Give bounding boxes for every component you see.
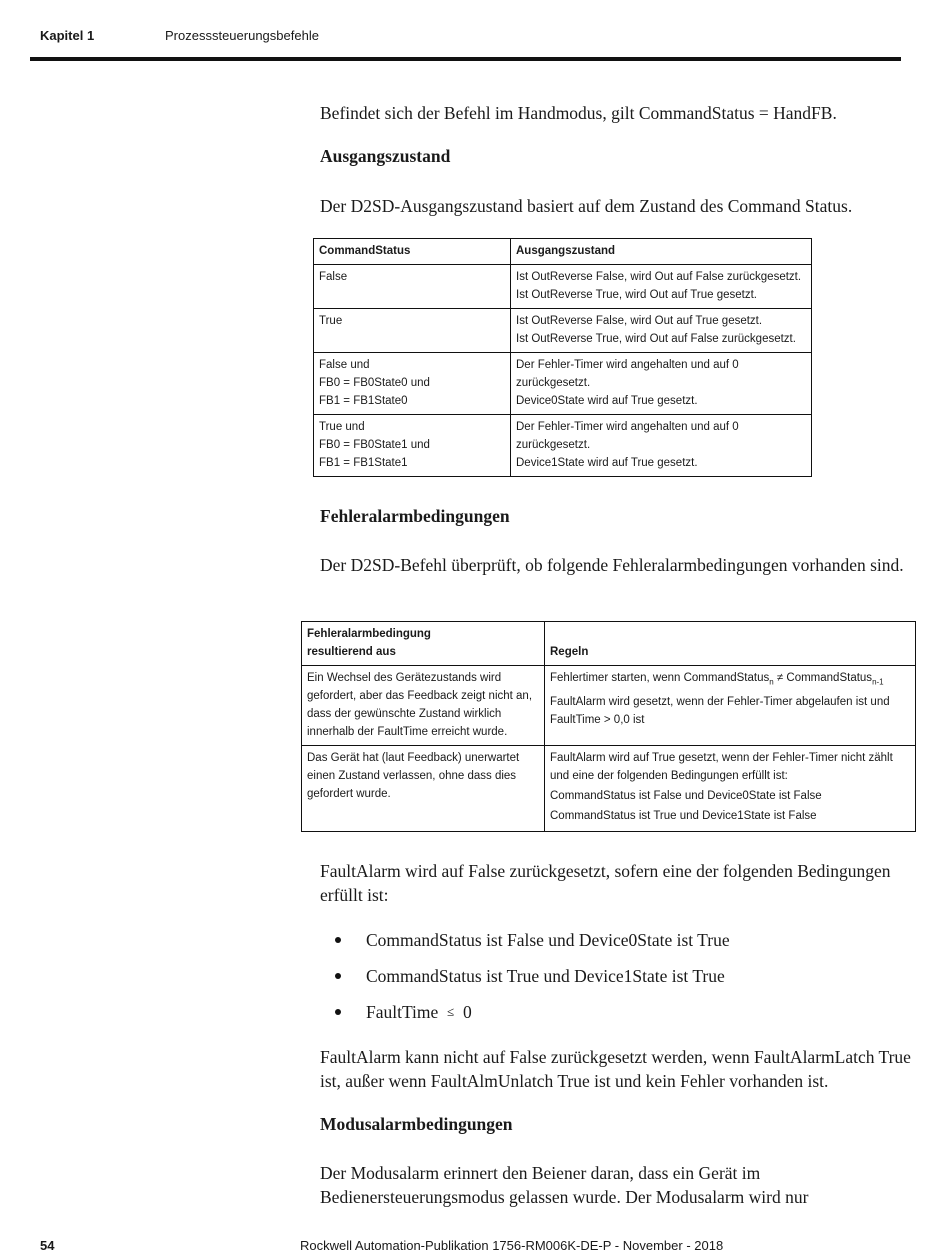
condition-cell: Das Gerät hat (laut Feedback) unerwartet einen Zustand verlassen, ohne dass dies gefordert wurde.: [302, 746, 545, 832]
fault-alarm-table: [301, 621, 916, 832]
table-row: [314, 415, 812, 477]
publication-info: Rockwell Automation-Publikation 1756-RM006K-DE-P - November - 2018: [300, 1238, 724, 1253]
table-row: [314, 265, 812, 309]
status-cell: False: [314, 265, 511, 309]
state-cell: Der Fehler-Timer wird angehalten und auf 0 zurückgesetzt. Device0State wird auf True gesetzt.: [511, 353, 812, 415]
rules-cell: [545, 746, 916, 832]
condition-cell: Ein Wechsel des Gerätezustands wird gefordert, aber das Feedback zeigt nicht an, dass der gewünschte Zustand wirklich innerhalb der FaultTime erreicht wurde.: [302, 666, 545, 746]
state-cell: Ist OutReverse False, wird Out auf True gesetzt. Ist OutReverse True, wird Out auf False zurückgesetzt.: [511, 309, 812, 353]
table-row: [314, 353, 812, 415]
bullet-icon: [335, 937, 341, 943]
rule-line: CommandStatus ist False und Device0State ist False: [550, 790, 822, 802]
reset-conditions-list: [320, 928, 730, 1036]
output-state-table: [313, 238, 812, 477]
table-row: [314, 309, 812, 353]
list-item: CommandStatus ist True und Device1State ist True: [320, 964, 730, 1000]
header-chapter: Kapitel 1: [40, 28, 95, 43]
table-row: [302, 746, 916, 832]
rules-cell: [545, 666, 916, 746]
column-header-ausgangszustand: Ausgangszustand: [511, 239, 812, 265]
rule-line: Fehlertimer starten, wenn CommandStatus$_n$ ≠ CommandStatus$_{n-1}$: [550, 672, 884, 687]
table-header-row: [302, 622, 916, 666]
status-cell: False und FB0 = FB0State0 und FB1 = FB1State0: [314, 353, 511, 415]
heading-fehleralarmbedingungen: Fehleralarmbedingungen: [320, 506, 510, 526]
page-number: 54: [40, 1238, 55, 1253]
status-cell: True: [314, 309, 511, 353]
state-cell: Der Fehler-Timer wird angehalten und auf 0 zurückgesetzt. Device1State wird auf True gesetzt.: [511, 415, 812, 477]
header-section-title: Prozesssteuerungsbefehle: [165, 28, 319, 43]
paragraph-handmodus: Befindet sich der Befehl im Handmodus, gilt CommandStatus = HandFB.: [320, 103, 837, 123]
heading-ausgangszustand: Ausgangszustand: [320, 146, 451, 166]
paragraph-faultalarmlatch: FaultAlarm kann nicht auf False zurückgesetzt werden, wenn FaultAlarmLatch True ist, außer wenn FaultAlmUnlatch True ist und kein Fehler vorhanden ist.: [320, 1047, 911, 1091]
list-item: CommandStatus ist False und Device0State ist True: [320, 928, 730, 964]
paragraph-fehleralarm-intro: Der D2SD-Befehl überprüft, ob folgende Fehleralarmbedingungen vorhanden sind.: [320, 555, 904, 575]
bullet-icon: [335, 1009, 341, 1015]
heading-modusalarmbedingungen: Modusalarmbedingungen: [320, 1114, 513, 1134]
table-row: [302, 666, 916, 746]
status-cell: True und FB0 = FB0State1 und FB1 = FB1State1: [314, 415, 511, 477]
column-header-rules: Regeln: [545, 622, 916, 666]
paragraph-modusalarm: Der Modusalarm erinnert den Beiener daran, dass ein Gerät im Bedienersteuerungsmodus gelassen wurde. Der Modusalarm wird nur: [320, 1163, 809, 1207]
table-header-row: [314, 239, 812, 265]
paragraph-ausgangszustand: Der D2SD-Ausgangszustand basiert auf dem Zustand des Command Status.: [320, 196, 853, 216]
column-header-commandstatus: CommandStatus: [314, 239, 511, 265]
rule-line: FaultAlarm wird auf True gesetzt, wenn der Fehler-Timer nicht zählt und eine der folgenden Bedingungen erfüllt ist:: [550, 752, 893, 782]
paragraph-faultalarm-reset: FaultAlarm wird auf False zurückgesetzt, sofern eine der folgenden Bedingungen erfüllt ist:: [320, 861, 891, 905]
state-cell: Ist OutReverse False, wird Out auf False zurückgesetzt. Ist OutReverse True, wird Out auf True gesetzt.: [511, 265, 812, 309]
rule-line: CommandStatus ist True und Device1State ist False: [550, 810, 817, 822]
column-header-condition: Fehleralarmbedingung resultierend aus: [302, 622, 545, 666]
rule-line: FaultAlarm wird gesetzt, wenn der Fehler-Timer abgelaufen ist und FaultTime > 0,0 ist: [550, 696, 890, 727]
header-rule: [30, 57, 901, 61]
list-item: FaultTime ≤ 0: [320, 1000, 730, 1036]
bullet-icon: [335, 973, 341, 979]
